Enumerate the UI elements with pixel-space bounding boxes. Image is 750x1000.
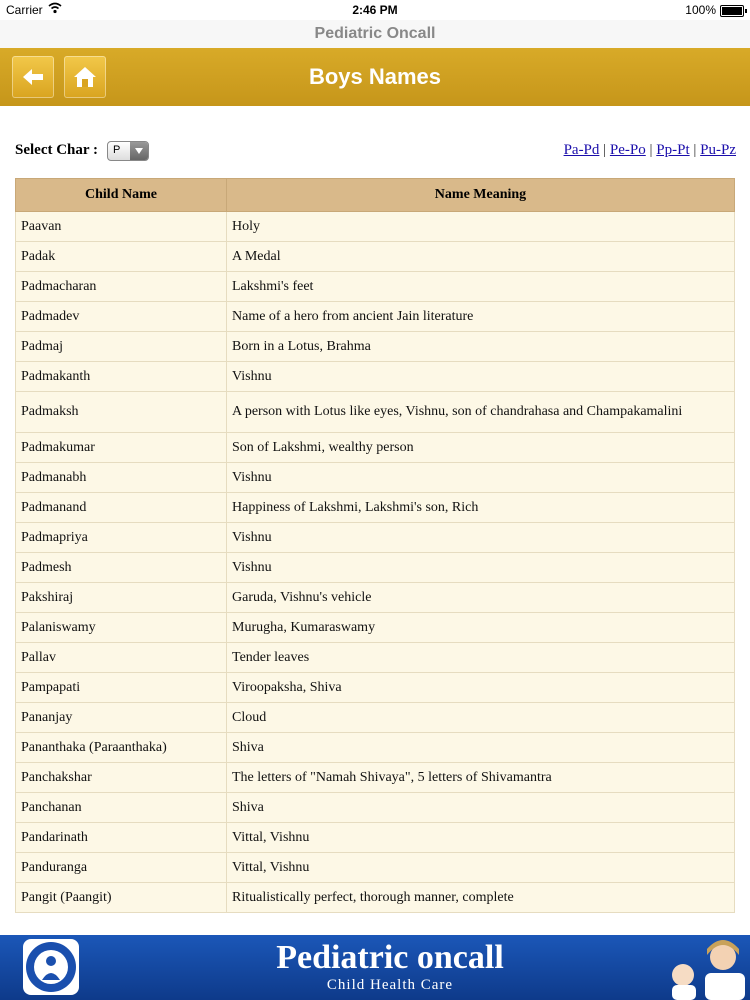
- child-name-cell: Padmaj: [16, 332, 227, 362]
- name-meaning-cell: Vishnu: [227, 523, 735, 553]
- names-table-container[interactable]: [15, 178, 736, 935]
- name-meaning-cell: Happiness of Lakshmi, Lakshmi's son, Rich: [227, 493, 735, 523]
- name-meaning-cell: A Medal: [227, 242, 735, 272]
- name-meaning-cell: Holy: [227, 212, 735, 242]
- child-name-cell: Padmacharan: [16, 272, 227, 302]
- battery-percent: 100%: [685, 3, 716, 17]
- child-name-cell: Pampapati: [16, 673, 227, 703]
- table-header-row: [16, 179, 735, 212]
- battery-icon: [720, 5, 744, 17]
- name-meaning-cell: Born in a Lotus, Brahma: [227, 332, 735, 362]
- child-name-cell: Padmaksh: [16, 392, 227, 433]
- range-link-pa-pd[interactable]: Pa-Pd: [563, 142, 600, 158]
- table-row: [16, 823, 735, 853]
- name-meaning-cell: Cloud: [227, 703, 735, 733]
- child-name-cell: Pananjay: [16, 703, 227, 733]
- name-meaning-cell: Vishnu: [227, 362, 735, 392]
- name-meaning-cell: The letters of "Namah Shivaya", 5 letters of Shivamantra: [227, 763, 735, 793]
- child-name-cell: Padmadev: [16, 302, 227, 332]
- child-name-cell: Pakshiraj: [16, 583, 227, 613]
- table-row: [16, 493, 735, 523]
- range-link-pe-po[interactable]: Pe-Po: [609, 142, 646, 158]
- table-row: [16, 613, 735, 643]
- name-meaning-cell: Shiva: [227, 793, 735, 823]
- banner-tagline: Child Health Care: [326, 977, 454, 993]
- name-meaning-cell: Viroopaksha, Shiva: [227, 673, 735, 703]
- table-row: [16, 583, 735, 613]
- table-row: [16, 242, 735, 272]
- column-header-name-meaning: Name Meaning: [227, 179, 735, 212]
- app-title: Pediatric Oncall: [0, 20, 750, 48]
- table-row: [16, 272, 735, 302]
- child-name-cell: Pandarinath: [16, 823, 227, 853]
- name-meaning-cell: Ritualistically perfect, thorough manner, complete: [227, 883, 735, 913]
- child-name-cell: Padmakumar: [16, 433, 227, 463]
- table-row: [16, 302, 735, 332]
- name-meaning-cell: Murugha, Kumaraswamy: [227, 613, 735, 643]
- table-row: [16, 362, 735, 392]
- char-select-value: P: [113, 144, 121, 156]
- table-row: [16, 212, 735, 242]
- child-name-cell: Palaniswamy: [16, 613, 227, 643]
- table-row: [16, 553, 735, 583]
- table-row: [16, 332, 735, 362]
- doctor-and-baby-image: [655, 935, 750, 1000]
- child-name-cell: Padak: [16, 242, 227, 272]
- name-meaning-cell: Name of a hero from ancient Jain literature: [227, 302, 735, 332]
- table-row: [16, 433, 735, 463]
- child-name-cell: Panchanan: [16, 793, 227, 823]
- select-row: [15, 140, 736, 162]
- page-title: Boys Names: [308, 64, 442, 89]
- child-name-cell: Pallav: [16, 643, 227, 673]
- range-links: Pa-Pd | Pe-Po | Pp-Pt | Pu-Pz: [563, 142, 736, 158]
- child-name-cell: Pangit (Paangit): [16, 883, 227, 913]
- table-row: [16, 673, 735, 703]
- names-table: [15, 178, 735, 913]
- name-meaning-cell: Lakshmi's feet: [227, 272, 735, 302]
- select-char-label: Select Char :: [15, 142, 99, 158]
- child-name-cell: Panduranga: [16, 853, 227, 883]
- char-select[interactable]: [107, 141, 149, 161]
- banner-brand: Pediatric oncall: [276, 939, 504, 976]
- range-link-pp-pt[interactable]: Pp-Pt: [656, 142, 690, 158]
- table-row: [16, 733, 735, 763]
- table-row: [16, 523, 735, 553]
- name-meaning-cell: Garuda, Vishnu's vehicle: [227, 583, 735, 613]
- child-name-cell: Paavan: [16, 212, 227, 242]
- name-meaning-cell: Vittal, Vishnu: [227, 823, 735, 853]
- ad-banner[interactable]: [0, 935, 750, 1000]
- child-name-cell: Panchakshar: [16, 763, 227, 793]
- table-row: [16, 643, 735, 673]
- child-name-cell: Padmanabh: [16, 463, 227, 493]
- chevron-down-icon: [130, 142, 148, 160]
- name-meaning-cell: Vishnu: [227, 463, 735, 493]
- clock: 2:46 PM: [352, 3, 398, 17]
- child-name-cell: Padmapriya: [16, 523, 227, 553]
- table-row: [16, 793, 735, 823]
- table-row: [16, 463, 735, 493]
- table-row: [16, 392, 735, 433]
- table-row: [16, 883, 735, 913]
- table-row: [16, 763, 735, 793]
- child-name-cell: Pananthaka (Paraanthaka): [16, 733, 227, 763]
- child-name-cell: Padmanand: [16, 493, 227, 523]
- name-meaning-cell: Son of Lakshmi, wealthy person: [227, 433, 735, 463]
- name-meaning-cell: A person with Lotus like eyes, Vishnu, son of chandrahasa and Champakamalini: [227, 392, 735, 433]
- name-meaning-cell: Vishnu: [227, 553, 735, 583]
- table-row: [16, 703, 735, 733]
- carrier-label: Carrier: [6, 3, 43, 17]
- range-link-pu-pz[interactable]: Pu-Pz: [700, 142, 736, 158]
- table-row: [16, 853, 735, 883]
- column-header-child-name: Child Name: [16, 179, 227, 212]
- header-bar: [0, 48, 750, 106]
- child-name-cell: Padmakanth: [16, 362, 227, 392]
- name-meaning-cell: Shiva: [227, 733, 735, 763]
- name-meaning-cell: Tender leaves: [227, 643, 735, 673]
- child-name-cell: Padmesh: [16, 553, 227, 583]
- name-meaning-cell: Vittal, Vishnu: [227, 853, 735, 883]
- status-bar: [0, 0, 750, 20]
